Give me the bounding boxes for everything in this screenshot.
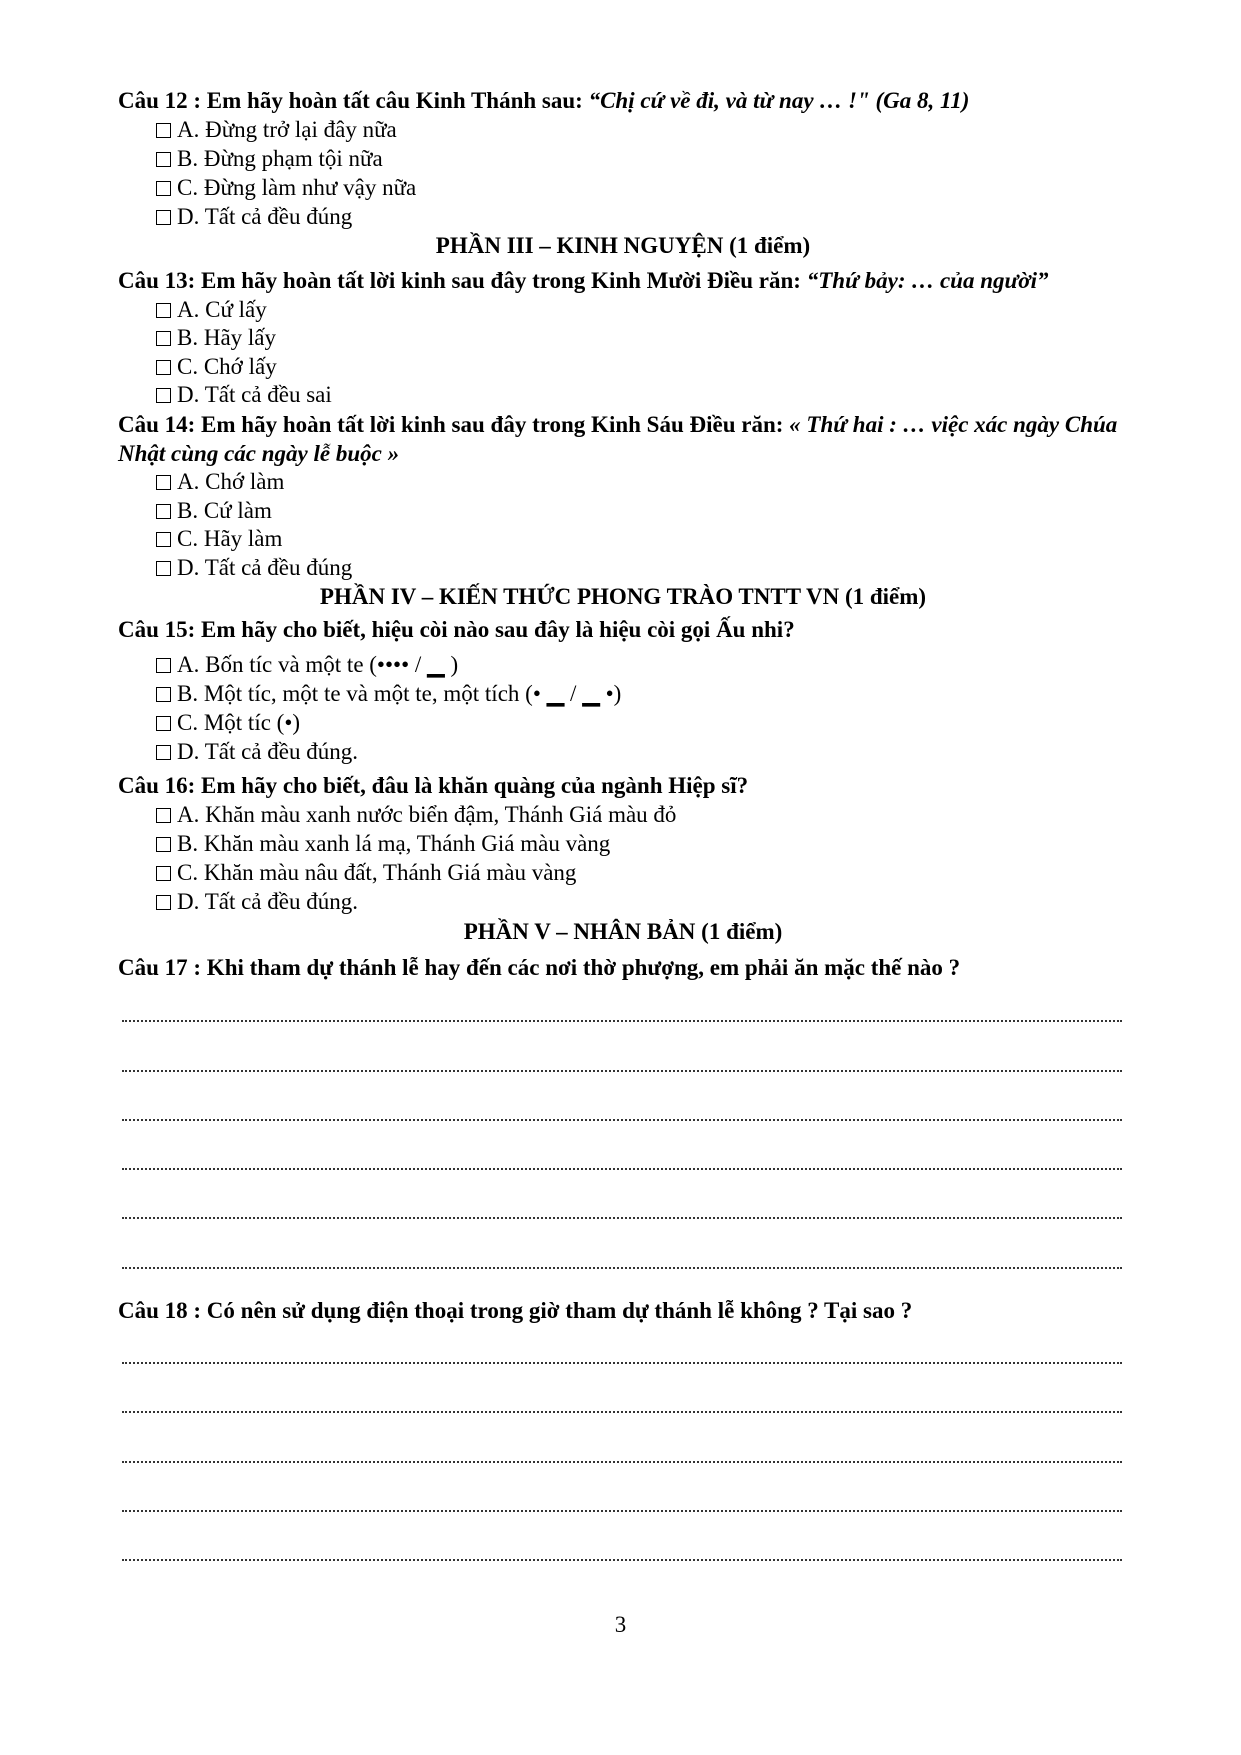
question-14-lead: Câu 14: Em hãy hoàn tất lời kinh sau đây trong Kinh Sáu Điều răn: bbox=[118, 412, 790, 437]
option-label: A. Đừng trở lại đây nữa bbox=[177, 117, 397, 142]
answer-line[interactable] bbox=[122, 1263, 1122, 1269]
checkbox-icon[interactable] bbox=[156, 475, 171, 490]
option-label: A. Chớ làm bbox=[177, 469, 285, 494]
q15-option-a[interactable] bbox=[156, 650, 458, 679]
option-label: D. Tất cả đều đúng. bbox=[177, 889, 358, 914]
q16-option-a[interactable] bbox=[156, 800, 676, 829]
option-label: B. Một tíc, một te và một te, một tích (• ▁ / ▁ •) bbox=[177, 681, 622, 706]
checkbox-icon[interactable] bbox=[156, 360, 171, 375]
page-number: 3 bbox=[614, 1612, 627, 1637]
option-label: C. Chớ lấy bbox=[177, 354, 277, 379]
answer-line[interactable] bbox=[122, 1358, 1122, 1364]
option-label: D. Tất cả đều đúng bbox=[177, 555, 353, 580]
checkbox-icon[interactable] bbox=[156, 716, 171, 731]
q14-option-a[interactable] bbox=[156, 467, 284, 496]
question-13-lead: Câu 13: Em hãy hoàn tất lời kinh sau đây trong Kinh Mười Điều răn: bbox=[118, 268, 807, 293]
checkbox-icon[interactable] bbox=[156, 866, 171, 881]
section-5-heading: PHẦN V – NHÂN BẢN (1 điểm) bbox=[463, 919, 783, 944]
checkbox-icon[interactable] bbox=[156, 388, 171, 403]
q13-option-b[interactable] bbox=[156, 323, 276, 352]
answer-line[interactable] bbox=[122, 1407, 1122, 1413]
checkbox-icon[interactable] bbox=[156, 658, 171, 673]
checkbox-icon[interactable] bbox=[156, 331, 171, 346]
checkbox-icon[interactable] bbox=[156, 687, 171, 702]
option-label: B. Hãy lấy bbox=[177, 325, 277, 350]
checkbox-icon[interactable] bbox=[156, 895, 171, 910]
option-label: A. Cứ lấy bbox=[177, 297, 267, 322]
option-label: C. Khăn màu nâu đất, Thánh Giá màu vàng bbox=[177, 860, 577, 885]
checkbox-icon[interactable] bbox=[156, 152, 171, 167]
option-label: B. Khăn màu xanh lá mạ, Thánh Giá màu vàng bbox=[177, 831, 611, 856]
q12-option-a[interactable] bbox=[156, 115, 397, 144]
answer-line[interactable] bbox=[122, 1457, 1122, 1463]
answer-line[interactable] bbox=[122, 1115, 1122, 1121]
answer-line[interactable] bbox=[122, 1164, 1122, 1170]
checkbox-icon[interactable] bbox=[156, 837, 171, 852]
q12-option-b[interactable] bbox=[156, 144, 383, 173]
checkbox-icon[interactable] bbox=[156, 210, 171, 225]
q16-option-b[interactable] bbox=[156, 829, 610, 858]
option-label: D. Tất cả đều sai bbox=[177, 382, 332, 407]
checkbox-icon[interactable] bbox=[156, 561, 171, 576]
question-14-quote: « Thứ hai : … việc xác ngày Chúa Nhật cùng các ngày lễ buộc » bbox=[118, 412, 1118, 466]
question-16: Câu 16: Em hãy cho biết, đâu là khăn quàng của ngành Hiệp sĩ? bbox=[118, 773, 749, 798]
option-label: D. Tất cả đều đúng bbox=[177, 204, 353, 229]
option-label: A. Bốn tíc và một te (•••• / ▁ ) bbox=[177, 652, 459, 677]
answer-line[interactable] bbox=[122, 1213, 1122, 1219]
option-label: B. Đừng phạm tội nữa bbox=[177, 146, 383, 171]
question-13-quote: “Thứ bảy: … của người” bbox=[806, 268, 1049, 293]
question-18: Câu 18 : Có nên sử dụng điện thoại trong giờ tham dự thánh lễ không ? Tại sao ? bbox=[118, 1298, 913, 1323]
question-17: Câu 17 : Khi tham dự thánh lễ hay đến các nơi thờ phượng, em phải ăn mặc thế nào ? bbox=[118, 955, 961, 980]
answer-line[interactable] bbox=[122, 1506, 1122, 1512]
question-12-lead: Câu 12 : Em hãy hoàn tất câu Kinh Thánh sau: bbox=[118, 88, 589, 113]
checkbox-icon[interactable] bbox=[156, 123, 171, 138]
checkbox-icon[interactable] bbox=[156, 745, 171, 760]
option-label: D. Tất cả đều đúng. bbox=[177, 739, 358, 764]
question-13 bbox=[118, 266, 1128, 295]
q16-option-d[interactable] bbox=[156, 887, 358, 916]
checkbox-icon[interactable] bbox=[156, 808, 171, 823]
answer-line[interactable] bbox=[122, 1016, 1122, 1022]
q15-option-b[interactable] bbox=[156, 679, 621, 708]
option-label: C. Đừng làm như vậy nữa bbox=[177, 175, 417, 200]
q14-option-c[interactable] bbox=[156, 524, 282, 553]
q15-option-d[interactable] bbox=[156, 737, 358, 766]
option-label: C. Một tíc (•) bbox=[177, 710, 301, 735]
q13-option-a[interactable] bbox=[156, 295, 267, 324]
q15-option-c[interactable] bbox=[156, 708, 300, 737]
question-15: Câu 15: Em hãy cho biết, hiệu còi nào sau đây là hiệu còi gọi Ấu nhi? bbox=[118, 617, 795, 642]
answer-line[interactable] bbox=[122, 1555, 1122, 1561]
checkbox-icon[interactable] bbox=[156, 532, 171, 547]
option-label: B. Cứ làm bbox=[177, 498, 272, 523]
q16-option-c[interactable] bbox=[156, 858, 576, 887]
section-4-heading: PHẦN IV – KIẾN THỨC PHONG TRÀO TNTT VN (1 điểm) bbox=[319, 584, 927, 609]
checkbox-icon[interactable] bbox=[156, 303, 171, 318]
section-3-heading: PHẦN III – KINH NGUYỆN (1 điểm) bbox=[435, 233, 811, 258]
q14-option-b[interactable] bbox=[156, 496, 272, 525]
q12-option-c[interactable] bbox=[156, 173, 416, 202]
question-12-quote: “Chị cứ về đi, và từ nay … !" (Ga 8, 11) bbox=[588, 88, 970, 113]
q13-option-c[interactable] bbox=[156, 352, 277, 381]
checkbox-icon[interactable] bbox=[156, 504, 171, 519]
question-12 bbox=[118, 86, 1128, 115]
checkbox-icon[interactable] bbox=[156, 181, 171, 196]
answer-line[interactable] bbox=[122, 1066, 1122, 1072]
question-14 bbox=[118, 410, 1128, 468]
q14-option-d[interactable] bbox=[156, 553, 352, 582]
q13-option-d[interactable] bbox=[156, 380, 332, 409]
option-label: A. Khăn màu xanh nước biển đậm, Thánh Giá màu đỏ bbox=[177, 802, 677, 827]
q12-option-d[interactable] bbox=[156, 202, 352, 231]
option-label: C. Hãy làm bbox=[177, 526, 283, 551]
